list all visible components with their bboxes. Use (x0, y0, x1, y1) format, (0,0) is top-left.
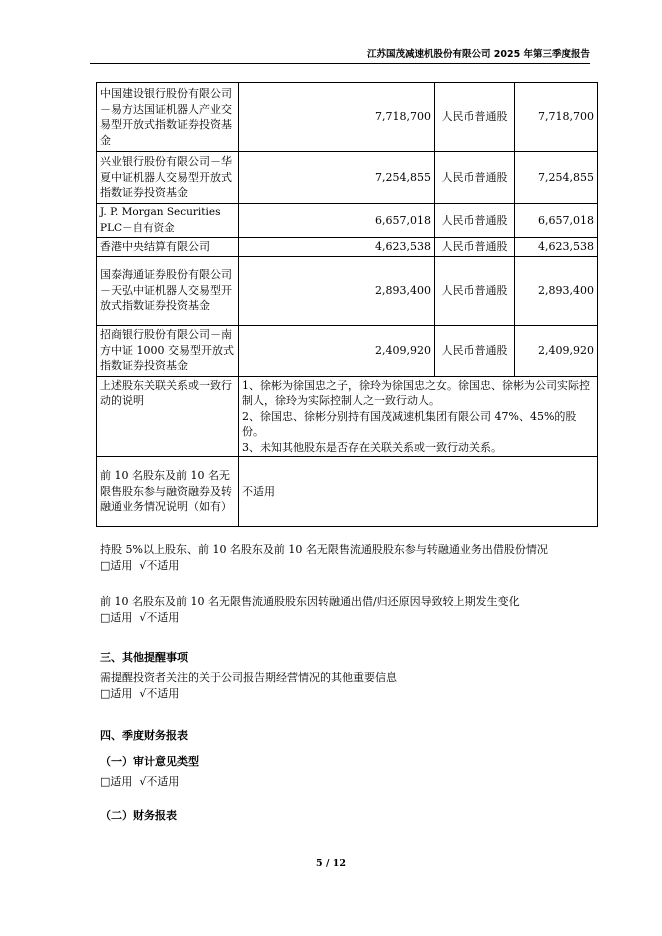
lending-text: 持股 5%以上股东、前 10 名股东及前 10 名无限售流通股股东参与转融通业务出借股份情况 (100, 543, 548, 556)
relation-row (97, 376, 598, 457)
share-type: 人民币普通股 (435, 204, 515, 238)
page-header (90, 46, 590, 64)
share-count: 4,623,538 (515, 238, 598, 257)
holder-shares: 4,623,538 (239, 238, 435, 257)
table-row (97, 204, 598, 238)
section-three-options: □适用 √不适用 (100, 687, 180, 700)
table-row (97, 256, 598, 325)
share-count: 7,718,700 (515, 83, 598, 152)
lending-options: □适用 √不适用 (100, 559, 180, 572)
share-count: 2,893,400 (515, 256, 598, 325)
page-number: 5 / 12 (316, 858, 346, 869)
change-options: □适用 √不适用 (100, 611, 180, 624)
audit-opinion-title: （一）审计意见类型 (100, 755, 199, 768)
share-count: 7,254,855 (515, 152, 598, 204)
change-text: 前 10 名股东及前 10 名无限售流通股股东因转融通出借/归还原因导致较上期发生变化 (100, 595, 520, 608)
holder-name: J. P. Morgan Securities PLC－自有资金 (97, 204, 239, 238)
margin-value: 不适用 (239, 457, 598, 527)
table-row (97, 238, 598, 257)
relation-note (239, 376, 598, 457)
holder-shares: 2,409,920 (239, 325, 435, 376)
holder-shares: 7,718,700 (239, 83, 435, 152)
holder-name: 中国建设银行股份有限公司－易方达国证机器人产业交易型开放式指数证券投资基金 (97, 83, 239, 152)
section-four (100, 728, 600, 824)
holder-name: 香港中央结算有限公司 (97, 238, 239, 257)
share-count: 2,409,920 (515, 325, 598, 376)
relation-line-1: 1、徐彬为徐国忠之子，徐玲为徐国忠之女。徐国忠、徐彬为公司实际控制人，徐玲为实际控制人之一致行动人。 (242, 378, 590, 407)
table-row (97, 152, 598, 204)
section-three (100, 650, 600, 702)
change-note (100, 594, 600, 626)
share-type: 人民币普通股 (435, 256, 515, 325)
section-three-title: 三、其他提醒事项 (100, 651, 188, 664)
relation-line-2: 2、徐国忠、徐彬分别持有国茂减速机集团有限公司 47%、45%的股份。 (242, 409, 577, 438)
table-row (97, 325, 598, 376)
holder-shares: 6,657,018 (239, 204, 435, 238)
relation-line-3: 3、未知其他股东是否存在关联关系或一致行动关系。 (242, 440, 502, 454)
margin-row (97, 457, 598, 527)
header-title: 江苏国茂减速机股份有限公司 2025 年第三季度报告 (366, 49, 590, 60)
shareholder-table (96, 82, 598, 527)
audit-opinion-options: □适用 √不适用 (100, 775, 180, 788)
section-four-title: 四、季度财务报表 (100, 729, 188, 742)
financial-statements-title: （二）财务报表 (100, 809, 177, 822)
share-type: 人民币普通股 (435, 325, 515, 376)
holder-shares: 7,254,855 (239, 152, 435, 204)
share-type: 人民币普通股 (435, 152, 515, 204)
share-type: 人民币普通股 (435, 238, 515, 257)
lending-note (100, 542, 600, 574)
share-count: 6,657,018 (515, 204, 598, 238)
holder-shares: 2,893,400 (239, 256, 435, 325)
table-row (97, 83, 598, 152)
holder-name: 招商银行股份有限公司－南方中证 1000 交易型开放式指数证券投资基金 (97, 325, 239, 376)
section-three-text: 需提醒投资者关注的关于公司报告期经营情况的其他重要信息 (100, 671, 397, 684)
share-type: 人民币普通股 (435, 83, 515, 152)
margin-label: 前 10 名股东及前 10 名无限售股东参与融资融券及转融通业务情况说明（如有） (97, 457, 239, 527)
relation-label: 上述股东关联关系或一致行动的说明 (97, 376, 239, 457)
holder-name: 兴业银行股份有限公司－华夏中证机器人交易型开放式指数证券投资基金 (97, 152, 239, 204)
holder-name: 国泰海通证券股份有限公司－天弘中证机器人交易型开放式指数证券投资基金 (97, 256, 239, 325)
